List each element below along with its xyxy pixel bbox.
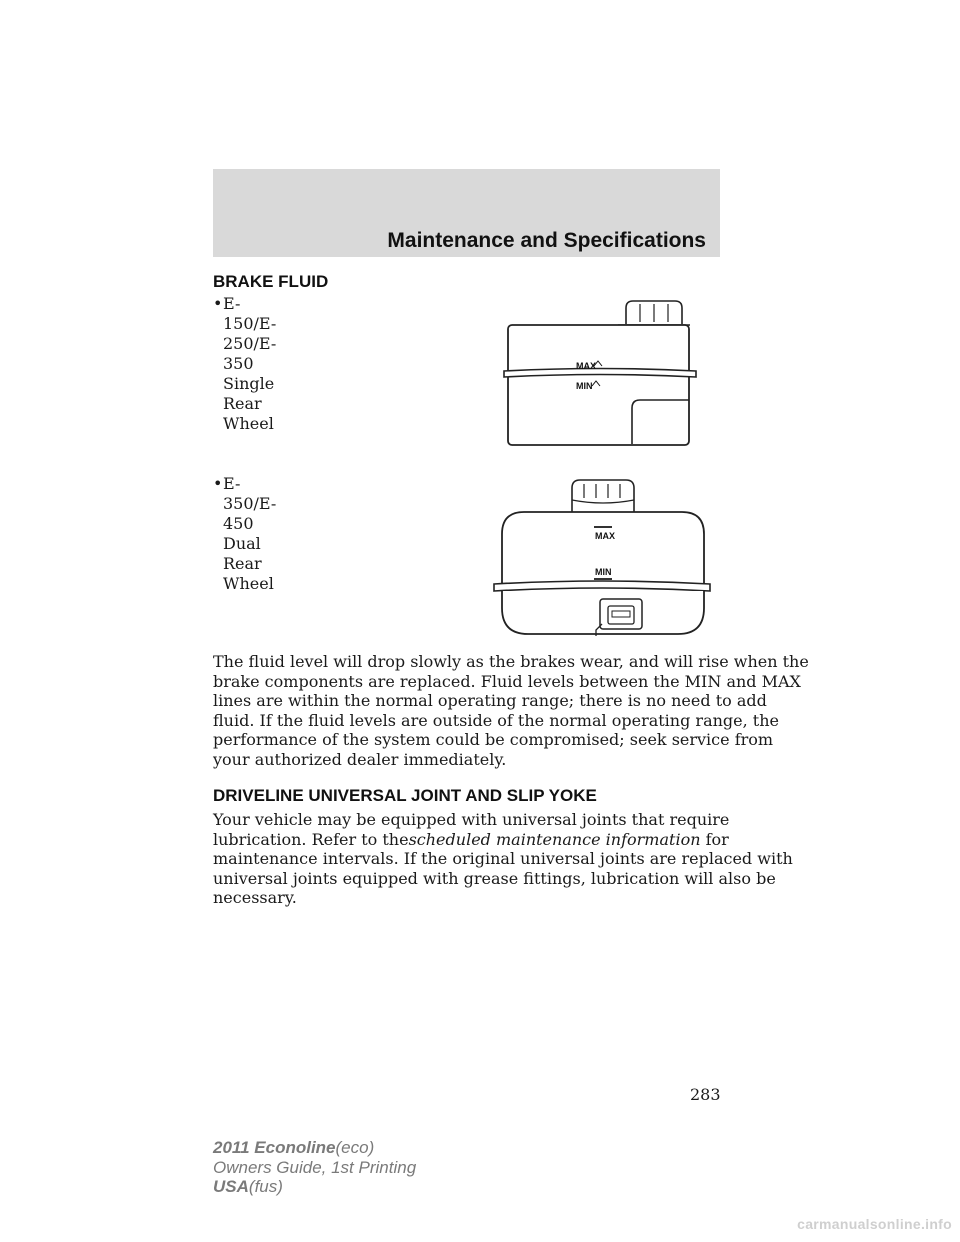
paragraph-line: The fluid level will drop slowly as the brakes wear, and will rise when the <box>213 652 809 671</box>
bullet-dot: • <box>213 474 223 493</box>
bullet-text: E-150/E-250/E-350 Single Rear Wheel <box>223 294 277 433</box>
paragraph-line: lines are within the normal operating range; there is no need to add <box>213 691 767 710</box>
paragraph-text: for <box>705 829 729 849</box>
footer-market: USA <box>213 1177 249 1196</box>
paragraph-line: brake components are replaced. Fluid levels between the MIN and MAX <box>213 671 801 691</box>
paragraph-line: performance of the system could be compromised; seek service from <box>213 730 774 749</box>
bullet-dot: • <box>213 294 223 313</box>
section-title: Maintenance and Specifications <box>387 229 706 252</box>
paragraph-line: Your vehicle may be equipped with universal joints that require <box>213 810 730 829</box>
max-mark-label: MAX <box>595 531 615 541</box>
document-footer <box>213 1138 416 1197</box>
footer-edition: Owners Guide, 1st Printing <box>213 1157 417 1177</box>
driveline-paragraph <box>213 810 793 908</box>
driveline-heading: DRIVELINE UNIVERSAL JOINT AND SLIP YOKE <box>213 786 597 805</box>
paragraph-line: universal joints equipped with grease fittings, lubrication will also be <box>213 868 776 888</box>
brake-fluid-heading: BRAKE FLUID <box>213 272 329 291</box>
footer-model-code: (eco) <box>335 1138 375 1157</box>
scheduled-maintenance-reference: scheduled maintenance information <box>408 829 701 849</box>
max-mark-label: MAX <box>576 361 596 371</box>
footer-model: 2011 Econoline <box>213 1138 336 1157</box>
bullet-text: E-350/E-450 Dual Rear Wheel <box>223 474 277 593</box>
paragraph-text: lubrication. Refer to the <box>213 829 409 849</box>
footer-market-code: (fus) <box>248 1177 283 1196</box>
site-watermark: carmanualsonline.info <box>797 1216 952 1232</box>
paragraph-line: maintenance intervals. If the original universal joints are replaced with <box>213 849 793 868</box>
min-mark-label: MIN <box>595 567 612 577</box>
page-number: 283 <box>690 1085 721 1104</box>
single-rear-wheel-reservoir-illustration <box>500 296 700 448</box>
section-header-band <box>213 169 720 257</box>
footer-line <box>213 1177 416 1197</box>
footer-line <box>213 1138 416 1158</box>
dual-rear-wheel-reservoir-illustration <box>488 474 714 640</box>
paragraph-line: necessary. <box>213 888 297 907</box>
paragraph-line: your authorized dealer immediately. <box>213 749 507 769</box>
brake-fluid-paragraph <box>213 652 809 769</box>
paragraph-line <box>213 830 733 850</box>
paragraph-line: fluid. If the fluid levels are outside of the normal operating range, the <box>213 710 780 730</box>
min-mark-label: MIN <box>576 381 593 391</box>
